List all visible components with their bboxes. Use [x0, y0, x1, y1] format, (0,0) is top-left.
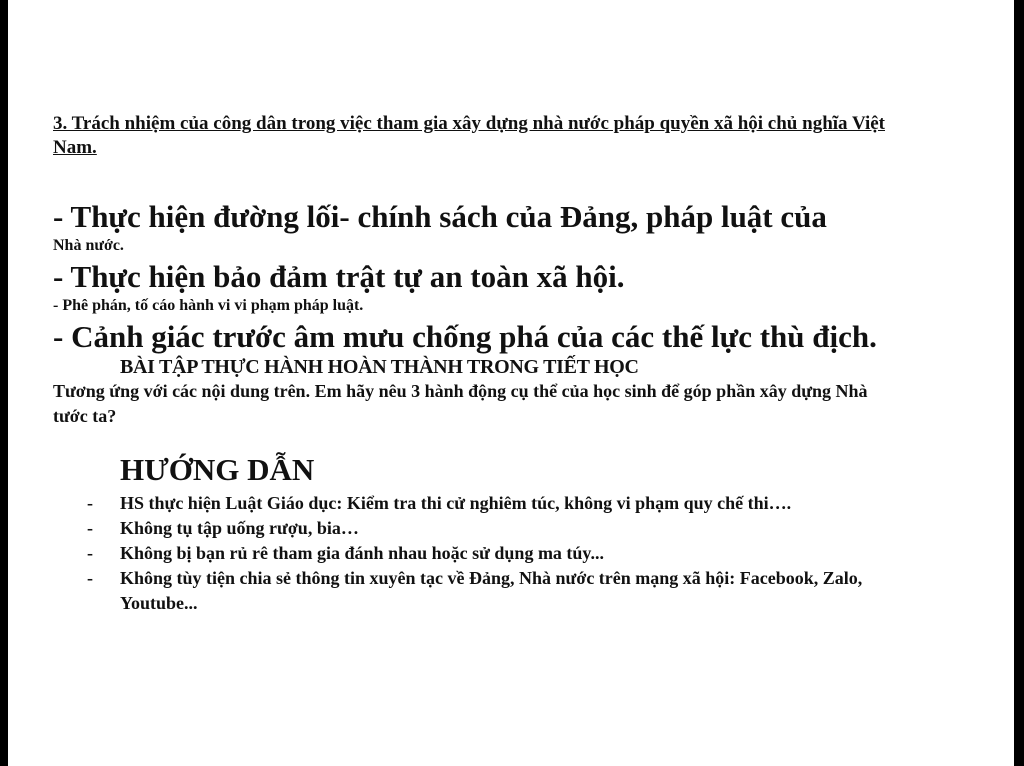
- guide-item-text: Không tùy tiện chia sẻ thông tin xuyên tạc về Đảng, Nhà nước trên mạng xã hội: Facebook, Zalo, Youtube...: [120, 568, 863, 613]
- guide-item-text: Không bị bạn rủ rê tham gia đánh nhau hoặc sử dụng ma túy...: [120, 543, 604, 563]
- dash-bullet: -: [87, 518, 93, 538]
- exercise-title: BÀI TẬP THỰC HÀNH HOÀN THÀNH TRONG TIẾT HỌC: [120, 356, 639, 378]
- list-item: [53, 491, 903, 516]
- left-border-bar: [0, 0, 8, 766]
- list-item: [53, 516, 903, 541]
- point-2: - Thực hiện bảo đảm trật tự an toàn xã hội.: [53, 259, 625, 294]
- guide-title: HƯỚNG DẪN: [120, 452, 315, 487]
- section-heading: 3. Trách nhiệm của công dân trong việc tham gia xây dựng nhà nước pháp quyền xã hội chủ nghĩa Việt Nam.: [53, 113, 886, 158]
- guide-item-text: Không tụ tập uống rượu, bia…: [120, 518, 359, 538]
- point-1: - Thực hiện đường lối- chính sách của Đảng, pháp luật của: [53, 199, 827, 234]
- document-page: [53, 112, 903, 616]
- dash-bullet: -: [87, 493, 93, 513]
- dash-bullet: -: [87, 543, 93, 563]
- point-3: - Cảnh giác trước âm mưu chống phá của các thế lực thù địch.: [53, 319, 877, 354]
- dash-bullet: -: [87, 568, 93, 588]
- list-item: [53, 566, 903, 616]
- guide-list: [53, 491, 903, 616]
- point-2-note: - Phê phán, tố cáo hành vi vi phạm pháp luật.: [53, 297, 364, 314]
- list-item: [53, 541, 903, 566]
- point-1-note: Nhà nước.: [53, 237, 124, 254]
- guide-item-text: HS thực hiện Luật Giáo dục: Kiểm tra thi cử nghiêm túc, không vi phạm quy chế thi….: [120, 493, 792, 513]
- right-border-bar: [1014, 0, 1024, 766]
- exercise-question: Tương ứng với các nội dung trên. Em hãy nêu 3 hành động cụ thể của học sinh để góp phần xây dựng Nhà tước ta?: [53, 381, 868, 426]
